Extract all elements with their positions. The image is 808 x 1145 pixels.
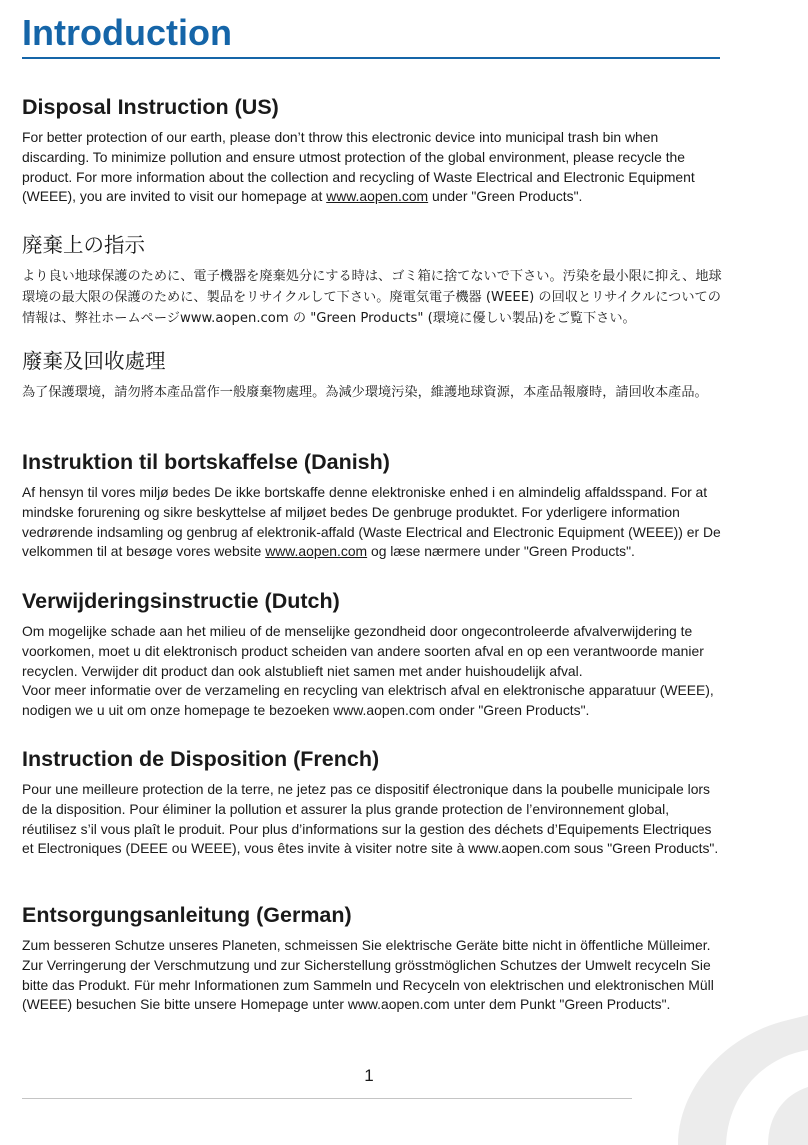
body-text: Voor meer informatie over de verzameling en recycling van elektrisch afval en elektronische apparatuur (WEEE), nodigen we u uit om onze homepage te bezoeken www.aopen.com onder "Green Products". <box>22 682 714 719</box>
section-heading-japanese: 廃棄上の指示 <box>22 233 145 257</box>
section-body-german: Zum besseren Schutze unseres Planeten, schmeissen Sie elektrische Geräte bitte nicht in öffentliche Mülleimer. Zur Verringerung der Verschmutzung und zur Sicherstellung grösstmöglichen Schutzes der Umwelt recyceln Sie bitte das Produkt. Für mehr Informationen zum Sammeln und Recyceln von elektrischen und elektronischen Müll (WEEE) besuchen Sie bitte unsere Homepage unter www.aopen.com unter dem Punkt "Green Products". <box>22 937 714 1013</box>
homepage-link[interactable]: www.aopen.com <box>265 543 368 560</box>
section-body-chinese: 為了保護環境，請勿將本產品當作一般廢棄物處理。為減少環境污染，維護地球資源，本產品報廢時，請回收本產品。 <box>22 385 708 400</box>
section-heading-danish: Instruktion til bortskaffelse (Danish) <box>22 450 390 474</box>
page-title: Introduction <box>22 12 232 53</box>
section-body-french: Pour une meilleure protection de la terre, ne jetez pas ce dispositif électronique dans la poubelle municipale lors de la disposition. Pour éliminer la pollution et assurer la plus grande protection de l’environnement global, réutilisez s’il vous plaît le produit. Pour plus d’informations sur la gestion des déchets d’Equipements Electriques et Electroniques (DEEE ou WEEE), vous êtes invite à visiter notre site à www.aopen.com sous "Green Products". <box>22 781 719 857</box>
section-heading-us: Disposal Instruction (US) <box>22 95 279 119</box>
section-heading-french: Instruction de Disposition (French) <box>22 747 380 771</box>
homepage-link[interactable]: www.aopen.com <box>326 188 429 205</box>
body-text: og læse nærmere under "Green Products". <box>367 543 635 560</box>
body-text: under "Green Products". <box>428 188 583 205</box>
page-number: 1 <box>364 1066 374 1085</box>
section-french <box>22 746 722 859</box>
section-heading-chinese: 廢棄及回收處理 <box>22 349 166 373</box>
section-chinese <box>22 348 722 403</box>
section-german <box>22 902 722 1015</box>
body-text: For better protection of our earth, please don’t throw this electronic device into municipal trash bin when discarding. To minimize pollution and ensure utmost protection of the global environment, please recycle the product. For more information about the collection and recycling of Waste Electrical and Electronic Equipment (WEEE), you are invited to visit our homepage at <box>22 129 695 205</box>
brand-watermark-graphic <box>618 995 808 1145</box>
body-text: Om mogelijke schade aan het milieu of de menselijke gezondheid door ongecontroleerde afvalverwijdering te voorkomen, moet u dit elektronisch product scheiden van andere soorten afval en op een verantwoorde manier recyclen. Verwijder dit product dan ook alstublieft niet samen met ander huishoudelijk afval. <box>22 623 704 679</box>
footer-divider <box>22 1098 632 1099</box>
section-japanese <box>22 232 722 329</box>
section-body-danish <box>22 483 722 562</box>
section-body-dutch <box>22 622 722 721</box>
section-heading-german: Entsorgungsanleitung (German) <box>22 903 352 927</box>
section-us <box>22 94 722 207</box>
section-danish <box>22 449 722 562</box>
section-dutch <box>22 588 722 721</box>
title-divider <box>22 57 720 59</box>
section-body-japanese: より良い地球保護のために、電子機器を廃棄処分にする時は、ゴミ箱に捨てないで下さい。汚染を最小限に抑え、地球環境の最大限の保護のために、製品をリサイクルして下さい。廃電気電子機器 (WEEE) の回収とリサイクルについての情報は、弊社ホームページwww.aopen.com の "Green Products" (環境に優しい製品)をご覧下さい。 <box>22 269 722 326</box>
section-heading-dutch: Verwijderingsinstructie (Dutch) <box>22 589 340 613</box>
section-body-us <box>22 128 722 207</box>
body-text: Af hensyn til vores miljø bedes De ikke bortskaffe denne elektroniske enhed i en almindelig affaldsspand. For at mindske forurening og sikre beskyttelse af miljøet bedes De genbruge produktet. For yderligere information vedrørende indsamling og genbrug af elektronik-affald (Waste Electrical and Electronic Equipment (WEEE)) er De velkommen til at besøge vores website <box>22 484 721 560</box>
